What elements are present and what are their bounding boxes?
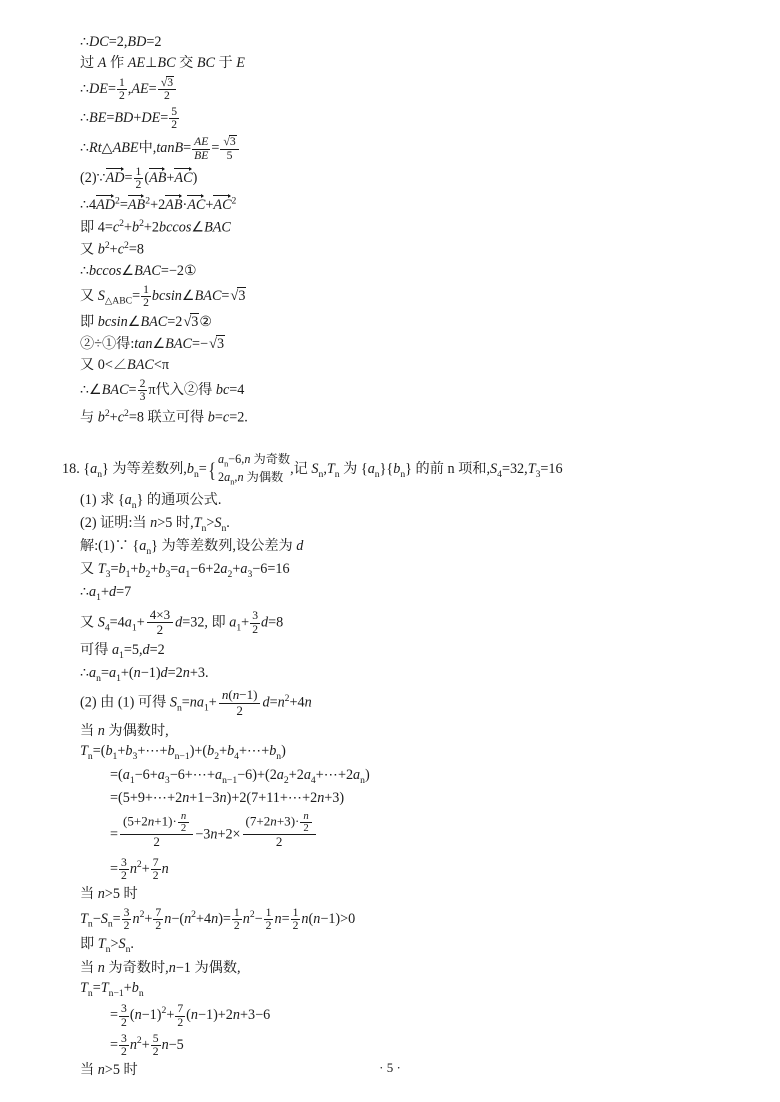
solution-line: ∴bccos∠BAC=−2① [80,262,197,279]
problem-number: 18. [62,461,80,478]
solution-line: (2) 由 (1) 可得 $S_n=na_1+$ $\frac{n(n-1)}{2}$ $d=n^2+4n$ [80,687,312,718]
solution-line: $=(a_1-6+a_3-6+\cdots+a_{n-1}-6)+(2a_2+2a_4+\cdots+2a_n)$ [110,766,370,786]
solution-line: = $\frac{3}{2}$ $n^2+$ $\frac{5}{2}$ n−5 [110,1031,184,1059]
case-line: $2a_n,n$ 为偶数 [218,469,284,487]
solution-line: =(5+9+⋯+2n+1−3n)+2(7+11+⋯+2n+3) [110,789,345,806]
solution-line: 又 $T_3=b_1+b_2+b_3=a_1-6+2a_2+a_3-6=16$ [80,561,290,581]
solution-line: 又 0<∠BAC<π [80,357,169,374]
solution-line: 解:(1)∵ $\{a_n\}$ 为等差数列,设公差为 d [80,538,304,557]
solution-line: 当 n 为奇数时,n−1 为偶数, [80,959,241,976]
solution-line: $T_n=T_{n-1}+b_n$ [80,980,144,1000]
problem-18-block [62,452,718,1079]
solution-line: $\therefore a_n=a_1+(n-1)d=2n+3$. [80,665,209,684]
solution-line: ∴∠BAC= $\frac{2}{3}$ π代入②得 bc=4 [80,377,245,404]
solution-line: $\therefore 4AD^2=AB^2+2AB\cdot AC+AC^2$ [80,195,237,214]
solution-line: 当 n 为偶数时, [80,722,169,739]
solution-line: 与 $b^2+c^2=8$ 联立可得 b=c=2. [80,407,248,426]
solution-line: 当 n>5 时 [80,886,138,903]
solution-line: $T_n-S_n=$ $\frac{3}{2}$ $n^2+$ $\frac{7}{2}$ $n-(n^2+4n)=$ $\frac{1}{2}$ $n^2-$ $\frac{1}{2}$ n= $\frac{1}{2}$ n(n−1)>0 [80,905,356,933]
solution-line: 即 $T_n>S_n$. [80,936,134,956]
solution-line: ②÷①得:tan∠BAC=−√3 [80,336,225,353]
piecewise-cases [207,452,290,488]
solution-line: ∴DE= $\frac{1}{2}$ ,AE= $\frac{√3}{2}$ [62,76,718,102]
case-line: $a_n-6,n$ 为奇数 [218,451,291,469]
solution-line: 当 n>5 时 [80,1062,138,1079]
solution-line: = $\frac{3}{2}$ $(n-1)^2+$ $\frac{7}{2}$ (n−1)+2n+3−6 [110,1002,271,1029]
solution-line: 即 $4=c^2+b^2+2bccos\angle BAC$ [80,218,231,236]
problem-18-sub1: (1) 求 $\{a_n\}$ 的通项公式. [80,491,222,511]
solution-line: = $\frac{3}{2}$ $n^2+$ $\frac{7}{2}$ n [110,855,169,882]
solution-line: = (5+2n+1)· $\frac{n}{2}$ 2 −3n+2× (7+2n+3)· $\frac{n}{2}$ 2 [62,811,718,850]
solution-line: 可得 $a_1=5,d=2$ [80,641,165,661]
solution-line: ∴DC=2,BD=2 [80,34,162,50]
solution-line: 过 A 作 AE⊥BC 交 BC 于 E [80,54,245,71]
solution-line: 又 $S_{\triangle ABC}=$ $\frac{1}{2}$ bcsin∠BAC=√3 [80,282,246,309]
solution-line: 又 $b^2+c^2=8$ [80,240,144,259]
solution-line: ∴BE=BD+DE= $\frac{5}{2}$ [80,104,178,132]
solution-line: (2)∵AD= $\frac{1}{2}$ (AB+AC) [80,164,198,192]
problem-18-stem: 18. $\{a_n\}$ 为等差数列$,b_n=$ { $a_n-6,n$ 为奇数 $2a_n,n$ 为偶数 ,记 $S_n,T_n$ 为 $\{a_n\}\{b_n\}$ 的前 n 项和$,S_4=32,T_3=16$ [62,451,563,487]
page-number: · 5 · [379,1060,401,1075]
solution-line: $\therefore a_1+d=7$ [80,584,132,604]
solution-line: ∴Rt△ABE中,tanB= $\frac{AE}{BE}$ = $\frac{√3}{5}$ [62,135,718,161]
solution-line: 即 bcsin∠BAC=2√3② [80,314,213,331]
solution-continued-block [62,34,718,426]
problem-18-sub2: (2) 证明:当 n>5 时$,T_n>S_n$. [80,514,230,534]
solution-line: 又 $S_4=4a_1+$ $\frac{4\times 3}{2}$ d=32, 即 $a_1+$ $\frac{3}{2}$ d=8 [80,606,284,638]
left-brace-icon: { [208,457,216,482]
solution-line: $T_n=(b_1+b_3+\cdots+b_{n-1})+(b_2+b_4+\cdots+b_n)$ [80,743,286,763]
